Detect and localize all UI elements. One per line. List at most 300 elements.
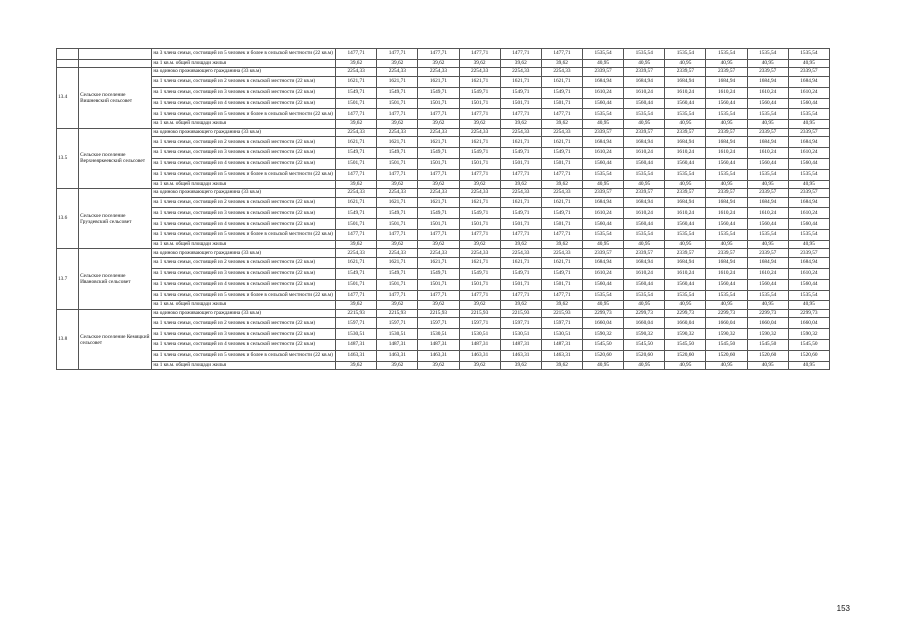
- value-cell: 1684,94: [747, 76, 788, 87]
- value-cell: 1549,71: [418, 208, 459, 219]
- value-cell: 2254,33: [418, 189, 459, 198]
- value-cell: 1621,71: [500, 76, 541, 87]
- value-cell: 1549,71: [459, 268, 500, 279]
- value-cell: 1684,94: [665, 137, 706, 148]
- value-cell: 1477,71: [541, 109, 582, 120]
- value-cell: 39,62: [418, 240, 459, 249]
- value-cell: 1520,60: [747, 350, 788, 361]
- row-label: на 1 кв.м. общей площади жилья: [152, 240, 336, 249]
- value-cell: 40,95: [624, 180, 665, 189]
- value-cell: 1477,71: [418, 49, 459, 60]
- value-cell: 1487,31: [336, 340, 377, 351]
- value-cell: 2339,57: [624, 128, 665, 137]
- value-cell: 1549,71: [459, 148, 500, 159]
- value-cell: 1621,71: [377, 76, 418, 87]
- table-row: [57, 240, 830, 249]
- value-cell: 1501,71: [418, 158, 459, 169]
- value-cell: 40,95: [706, 180, 747, 189]
- table-row: [57, 350, 830, 361]
- value-cell: 2254,33: [377, 249, 418, 258]
- value-cell: 1610,24: [665, 87, 706, 98]
- value-cell: 1684,94: [583, 257, 624, 268]
- value-cell: 1621,71: [418, 197, 459, 208]
- table-row: [57, 361, 830, 370]
- value-cell: 1549,71: [377, 148, 418, 159]
- value-cell: 1535,54: [788, 290, 829, 301]
- number-cell: [57, 59, 79, 68]
- value-cell: 1501,71: [500, 219, 541, 230]
- value-cell: 1535,54: [788, 109, 829, 120]
- value-cell: 2254,33: [377, 128, 418, 137]
- value-cell: 39,62: [459, 240, 500, 249]
- table-row: [57, 180, 830, 189]
- row-label: на одиноко проживающего гражданина (33 кв.м): [152, 68, 336, 77]
- value-cell: 2299,73: [583, 309, 624, 318]
- value-cell: 39,62: [377, 361, 418, 370]
- value-cell: 1501,71: [500, 158, 541, 169]
- value-cell: 1535,54: [624, 49, 665, 60]
- table-row: [57, 249, 830, 258]
- table-row: [57, 318, 830, 329]
- value-cell: 1535,54: [665, 109, 706, 120]
- value-cell: 1684,94: [747, 257, 788, 268]
- value-cell: 1660,04: [665, 318, 706, 329]
- value-cell: 1590,32: [624, 329, 665, 340]
- table-row: [57, 309, 830, 318]
- section-number: 13.6: [57, 189, 79, 249]
- value-cell: 1501,71: [377, 219, 418, 230]
- value-cell: 1590,32: [747, 329, 788, 340]
- value-cell: 1684,94: [747, 197, 788, 208]
- table-row: [57, 219, 830, 230]
- value-cell: 1520,60: [788, 350, 829, 361]
- value-cell: 1501,71: [541, 279, 582, 290]
- value-cell: 1590,32: [706, 329, 747, 340]
- value-cell: 1684,94: [788, 257, 829, 268]
- value-cell: 1535,54: [583, 290, 624, 301]
- value-cell: 1590,32: [788, 329, 829, 340]
- value-cell: 2299,73: [665, 309, 706, 318]
- value-cell: 39,62: [377, 59, 418, 68]
- value-cell: 1610,24: [747, 148, 788, 159]
- row-label: на 1 члена семьи, состоящей из 3 человек в сельской местности (22 кв.м): [152, 87, 336, 98]
- value-cell: 1501,71: [336, 158, 377, 169]
- value-cell: 1597,71: [377, 318, 418, 329]
- value-cell: 1610,24: [706, 268, 747, 279]
- value-cell: 1549,71: [336, 87, 377, 98]
- value-cell: 39,62: [418, 301, 459, 310]
- value-cell: 1621,71: [500, 137, 541, 148]
- value-cell: 1621,71: [541, 257, 582, 268]
- value-cell: 1621,71: [336, 76, 377, 87]
- value-cell: 1610,24: [788, 87, 829, 98]
- value-cell: 40,95: [706, 361, 747, 370]
- value-cell: 2299,73: [706, 309, 747, 318]
- value-cell: 2254,33: [500, 128, 541, 137]
- value-cell: 40,95: [624, 301, 665, 310]
- value-cell: 1477,71: [377, 109, 418, 120]
- value-cell: 1560,44: [747, 279, 788, 290]
- value-cell: 1535,54: [624, 290, 665, 301]
- value-cell: 2339,57: [583, 189, 624, 198]
- value-cell: 40,95: [788, 301, 829, 310]
- value-cell: 2215,93: [541, 309, 582, 318]
- value-cell: 1560,44: [706, 158, 747, 169]
- value-cell: 1535,54: [624, 169, 665, 180]
- page-number: 153: [836, 604, 850, 613]
- value-cell: 40,95: [583, 59, 624, 68]
- value-cell: 2339,57: [583, 128, 624, 137]
- value-cell: 40,95: [706, 301, 747, 310]
- value-cell: 1621,71: [336, 137, 377, 148]
- row-label: на 1 кв.м. общей площади жилья: [152, 180, 336, 189]
- value-cell: 39,62: [336, 361, 377, 370]
- value-cell: 39,62: [541, 120, 582, 129]
- value-cell: 40,95: [583, 120, 624, 129]
- value-cell: 2254,33: [336, 249, 377, 258]
- value-cell: 1487,31: [500, 340, 541, 351]
- value-cell: 1549,71: [500, 148, 541, 159]
- value-cell: 2215,93: [500, 309, 541, 318]
- value-cell: 1477,71: [541, 169, 582, 180]
- value-cell: 1610,24: [624, 208, 665, 219]
- value-cell: 40,95: [747, 301, 788, 310]
- value-cell: 1610,24: [624, 148, 665, 159]
- value-cell: 2254,33: [418, 128, 459, 137]
- value-cell: 2254,33: [500, 249, 541, 258]
- value-cell: 1621,71: [377, 257, 418, 268]
- table-row: [57, 137, 830, 148]
- value-cell: 1560,44: [747, 219, 788, 230]
- value-cell: 1477,71: [500, 290, 541, 301]
- value-cell: 1530,51: [459, 329, 500, 340]
- row-label: на 1 члена семьи, состоящей из 3 человек в сельской местности (22 кв.м): [152, 329, 336, 340]
- value-cell: 1621,71: [418, 257, 459, 268]
- value-cell: 2339,57: [706, 68, 747, 77]
- value-cell: 1535,54: [747, 169, 788, 180]
- value-cell: 1535,54: [706, 290, 747, 301]
- value-cell: 39,62: [500, 59, 541, 68]
- table-row: [57, 98, 830, 109]
- value-cell: 1477,71: [459, 230, 500, 241]
- value-cell: 2339,57: [583, 68, 624, 77]
- value-cell: 1684,94: [583, 137, 624, 148]
- value-cell: 2254,33: [418, 249, 459, 258]
- value-cell: 1684,94: [624, 257, 665, 268]
- value-cell: 40,95: [788, 240, 829, 249]
- value-cell: 2254,33: [541, 249, 582, 258]
- row-label: на 1 кв.м. общей площади жилья: [152, 301, 336, 310]
- value-cell: 1501,71: [459, 279, 500, 290]
- value-cell: 40,95: [747, 180, 788, 189]
- value-cell: 1684,94: [665, 197, 706, 208]
- value-cell: 39,62: [500, 361, 541, 370]
- row-label: на 1 кв.м. общей площади жилья: [152, 59, 336, 68]
- value-cell: 2339,57: [665, 189, 706, 198]
- value-cell: 1530,51: [377, 329, 418, 340]
- value-cell: 39,62: [459, 361, 500, 370]
- value-cell: 1501,71: [541, 98, 582, 109]
- value-cell: 1535,54: [788, 230, 829, 241]
- value-cell: 1477,71: [336, 290, 377, 301]
- value-cell: 1530,51: [418, 329, 459, 340]
- value-cell: 1535,54: [706, 169, 747, 180]
- value-cell: 1549,71: [541, 208, 582, 219]
- value-cell: 1477,71: [459, 109, 500, 120]
- value-cell: 1610,24: [583, 208, 624, 219]
- value-cell: 1549,71: [541, 268, 582, 279]
- value-cell: 1621,71: [541, 137, 582, 148]
- value-cell: 39,62: [377, 240, 418, 249]
- value-cell: 1549,71: [418, 268, 459, 279]
- row-label: на 1 члена семьи, состоящей из 4 человек в сельской местности (22 кв.м): [152, 279, 336, 290]
- value-cell: 40,95: [665, 240, 706, 249]
- settlement-name: Сельское поселение Верхнеяркеевский сельсовет: [79, 128, 152, 188]
- value-cell: 39,62: [541, 301, 582, 310]
- row-label: на 1 члена семьи, состоящей из 3 человек в сельской местности (22 кв.м): [152, 268, 336, 279]
- value-cell: 40,95: [624, 120, 665, 129]
- row-label: на 1 члена семьи, состоящей из 5 человек и более в сельской местности (22 кв.м): [152, 230, 336, 241]
- value-cell: 1684,94: [788, 197, 829, 208]
- value-cell: 39,62: [541, 59, 582, 68]
- value-cell: 1487,31: [459, 340, 500, 351]
- value-cell: 1545,50: [788, 340, 829, 351]
- value-cell: 1501,71: [418, 98, 459, 109]
- value-cell: 1487,31: [541, 340, 582, 351]
- value-cell: 1610,24: [583, 268, 624, 279]
- value-cell: 40,95: [747, 361, 788, 370]
- value-cell: 1597,71: [418, 318, 459, 329]
- value-cell: 39,62: [500, 120, 541, 129]
- table-row: [57, 208, 830, 219]
- value-cell: 2339,57: [665, 128, 706, 137]
- value-cell: 1610,24: [665, 208, 706, 219]
- value-cell: 1621,71: [418, 76, 459, 87]
- value-cell: 1610,24: [747, 208, 788, 219]
- value-cell: 1549,71: [336, 148, 377, 159]
- value-cell: 2339,57: [583, 249, 624, 258]
- row-label: на 1 кв.м. общей площади жилья: [152, 120, 336, 129]
- value-cell: 1501,71: [336, 279, 377, 290]
- value-cell: 1545,50: [665, 340, 706, 351]
- value-cell: 1545,50: [624, 340, 665, 351]
- value-cell: 1610,24: [706, 87, 747, 98]
- table-row: [57, 76, 830, 87]
- value-cell: 1520,60: [583, 350, 624, 361]
- value-cell: 1477,71: [459, 290, 500, 301]
- value-cell: 1610,24: [788, 268, 829, 279]
- row-label: на 1 члена семьи, состоящей из 4 человек в сельской местности (22 кв.м): [152, 98, 336, 109]
- value-cell: 1560,44: [706, 279, 747, 290]
- value-cell: 1501,71: [541, 219, 582, 230]
- value-cell: 1621,71: [459, 76, 500, 87]
- value-cell: 1477,71: [377, 290, 418, 301]
- value-cell: 1477,71: [336, 169, 377, 180]
- value-cell: 2254,33: [336, 189, 377, 198]
- value-cell: 1549,71: [336, 208, 377, 219]
- value-cell: 2339,57: [665, 249, 706, 258]
- value-cell: 1501,71: [377, 279, 418, 290]
- value-cell: 40,95: [706, 240, 747, 249]
- row-label: на 1 члена семьи, состоящей из 2 человек в сельской местности (22 кв.м): [152, 197, 336, 208]
- value-cell: 1501,71: [377, 158, 418, 169]
- value-cell: 1684,94: [747, 137, 788, 148]
- value-cell: 39,62: [377, 180, 418, 189]
- table-row: [57, 197, 830, 208]
- value-cell: 1610,24: [706, 208, 747, 219]
- value-cell: 1684,94: [624, 137, 665, 148]
- value-cell: 39,62: [377, 301, 418, 310]
- value-cell: 1477,71: [541, 49, 582, 60]
- table-row: [57, 290, 830, 301]
- value-cell: 40,95: [665, 361, 706, 370]
- value-cell: 1535,54: [583, 169, 624, 180]
- value-cell: 1610,24: [624, 268, 665, 279]
- value-cell: 40,95: [665, 59, 706, 68]
- value-cell: 1684,94: [788, 137, 829, 148]
- value-cell: 2339,57: [706, 249, 747, 258]
- value-cell: 1610,24: [665, 268, 706, 279]
- row-label: на одиноко проживающего гражданина (33 кв.м): [152, 128, 336, 137]
- value-cell: 1535,54: [747, 290, 788, 301]
- value-cell: 1535,54: [624, 230, 665, 241]
- value-cell: 1560,44: [788, 219, 829, 230]
- value-cell: 39,62: [500, 180, 541, 189]
- value-cell: 40,95: [665, 301, 706, 310]
- table-row: [57, 329, 830, 340]
- value-cell: 2254,33: [336, 68, 377, 77]
- row-label: на 1 члена семьи, состоящей из 5 человек и более в сельской местности (22 кв.м): [152, 169, 336, 180]
- value-cell: 1501,71: [459, 98, 500, 109]
- value-cell: 1660,04: [788, 318, 829, 329]
- value-cell: 40,95: [665, 180, 706, 189]
- value-cell: 1560,44: [665, 219, 706, 230]
- value-cell: 1549,71: [377, 87, 418, 98]
- value-cell: 1560,44: [583, 98, 624, 109]
- value-cell: 1501,71: [459, 219, 500, 230]
- value-cell: 2339,57: [788, 128, 829, 137]
- value-cell: 40,95: [624, 361, 665, 370]
- value-cell: 40,95: [583, 361, 624, 370]
- value-cell: 1621,71: [541, 197, 582, 208]
- value-cell: 1501,71: [418, 219, 459, 230]
- table-row: [57, 59, 830, 68]
- value-cell: 2254,33: [336, 128, 377, 137]
- value-cell: 1477,71: [377, 169, 418, 180]
- value-cell: 1621,71: [459, 257, 500, 268]
- value-cell: 40,95: [788, 59, 829, 68]
- table-row: [57, 279, 830, 290]
- value-cell: 1535,54: [706, 109, 747, 120]
- value-cell: 1660,04: [706, 318, 747, 329]
- value-cell: 1535,54: [788, 169, 829, 180]
- value-cell: 1621,71: [377, 197, 418, 208]
- table-row: [57, 169, 830, 180]
- row-label: на 1 члена семьи, состоящей из 2 человек в сельской местности (22 кв.м): [152, 137, 336, 148]
- value-cell: 1621,71: [377, 137, 418, 148]
- value-cell: 1501,71: [500, 98, 541, 109]
- value-cell: 1463,31: [377, 350, 418, 361]
- value-cell: 2339,57: [747, 249, 788, 258]
- value-cell: 2299,73: [788, 309, 829, 318]
- value-cell: 39,62: [459, 301, 500, 310]
- value-cell: 1520,60: [665, 350, 706, 361]
- value-cell: 1477,71: [541, 230, 582, 241]
- value-cell: 1545,50: [583, 340, 624, 351]
- value-cell: 40,95: [788, 120, 829, 129]
- value-cell: 40,95: [583, 301, 624, 310]
- value-cell: 1549,71: [500, 268, 541, 279]
- table-row: [57, 268, 830, 279]
- settlement-name-cell: [79, 49, 152, 60]
- settlement-name: Сельское поселение Груздевский сельсовет: [79, 189, 152, 249]
- section-number: 13.7: [57, 249, 79, 309]
- value-cell: 1610,24: [706, 148, 747, 159]
- section-number: 13.8: [57, 309, 79, 369]
- value-cell: 1535,54: [583, 49, 624, 60]
- value-cell: 1501,71: [459, 158, 500, 169]
- value-cell: 1463,31: [418, 350, 459, 361]
- value-cell: 40,95: [747, 120, 788, 129]
- value-cell: 2254,33: [459, 68, 500, 77]
- value-cell: 2299,73: [624, 309, 665, 318]
- value-cell: 40,95: [624, 59, 665, 68]
- value-cell: 39,62: [418, 59, 459, 68]
- value-cell: 1560,44: [624, 158, 665, 169]
- row-label: на 1 члена семьи, состоящей из 4 человек в сельской местности (22 кв.м): [152, 340, 336, 351]
- value-cell: 1684,94: [706, 257, 747, 268]
- value-cell: 39,62: [336, 301, 377, 310]
- value-cell: 40,95: [624, 240, 665, 249]
- value-cell: 39,62: [459, 59, 500, 68]
- value-cell: 1530,51: [541, 329, 582, 340]
- value-cell: 2254,33: [541, 68, 582, 77]
- value-cell: 39,62: [418, 361, 459, 370]
- value-cell: 1560,44: [706, 219, 747, 230]
- value-cell: 1621,71: [541, 76, 582, 87]
- value-cell: 2339,57: [788, 249, 829, 258]
- value-cell: 1549,71: [541, 148, 582, 159]
- row-label: на 1 члена семьи, состоящей из 3 человек в сельской местности (22 кв.м): [152, 148, 336, 159]
- value-cell: 1535,54: [747, 109, 788, 120]
- table-row: [57, 158, 830, 169]
- value-cell: 39,62: [336, 240, 377, 249]
- value-cell: 39,62: [459, 180, 500, 189]
- value-cell: 1535,54: [624, 109, 665, 120]
- row-label: на 1 члена семьи, состоящей из 3 человек в сельской местности (22 кв.м): [152, 208, 336, 219]
- section-number: 13.5: [57, 128, 79, 188]
- value-cell: 1560,44: [706, 98, 747, 109]
- row-label: на 1 члена семьи, состоящей из 2 человек в сельской местности (22 кв.м): [152, 318, 336, 329]
- table-row: [57, 301, 830, 310]
- value-cell: 1535,54: [706, 230, 747, 241]
- value-cell: 1560,44: [624, 219, 665, 230]
- value-cell: 1487,31: [377, 340, 418, 351]
- value-cell: 1597,71: [459, 318, 500, 329]
- row-label: на 1 члена семьи, состоящей из 4 человек в сельской местности (22 кв.м): [152, 219, 336, 230]
- value-cell: 1530,51: [500, 329, 541, 340]
- value-cell: 1501,71: [500, 279, 541, 290]
- value-cell: 1684,94: [706, 197, 747, 208]
- value-cell: 2254,33: [500, 68, 541, 77]
- value-cell: 1684,94: [583, 76, 624, 87]
- value-cell: 1477,71: [377, 49, 418, 60]
- value-cell: 1560,44: [665, 279, 706, 290]
- table-row: [57, 257, 830, 268]
- section-number: 13.4: [57, 68, 79, 128]
- table-row: [57, 68, 830, 77]
- value-cell: 1684,94: [665, 257, 706, 268]
